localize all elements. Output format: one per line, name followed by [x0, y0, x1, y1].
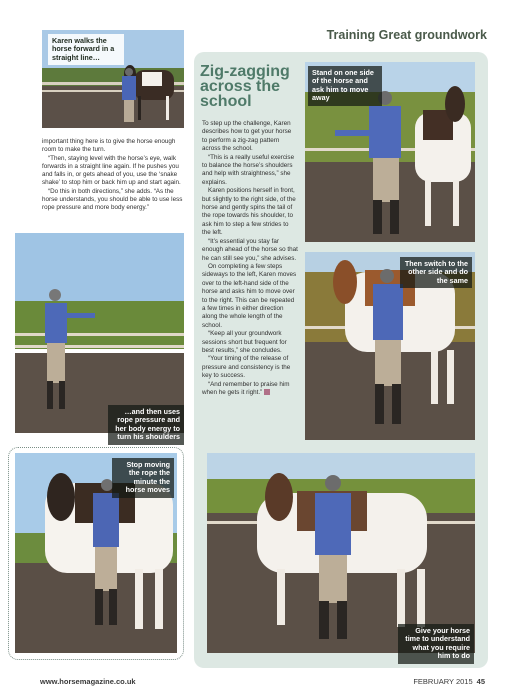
article-paragraph: Karen positions herself in front, but slightly to the right side, of the horse and gently spins the tail of the rope towards his shoulder, to ask him to step a few strides to the left. [202, 187, 296, 237]
article-text [202, 120, 298, 397]
article-paragraph-text: “And remember to praise him when he gets it right.” [202, 380, 290, 396]
article-paragraph: “It’s essential you stay far enough ahead of the horse so that he can still see you,” she advises. [202, 237, 298, 262]
photo-turning-shoulders [15, 233, 184, 433]
article-paragraph: “Your timing of the release of pressure and consistency is the key to success. [202, 355, 291, 380]
left-column-text [42, 138, 184, 213]
left-paragraph: important thing here is to give the horse enough room to make the turn. [42, 138, 176, 154]
footer-issue: FEBRUARY 2015 [413, 677, 473, 686]
end-mark-icon [264, 389, 270, 395]
caption-turn-shoulders: …and then uses rope pressure and her body energy to turn his shoulders [108, 405, 184, 445]
photo-give-time [207, 453, 475, 653]
footer-page-info [413, 677, 485, 686]
caption-stop-rope: Stop moving the rope the minute the horse moves [112, 458, 174, 498]
caption-move-away: Stand on one side of the horse and ask him to move away [308, 66, 382, 106]
article-paragraph [202, 381, 298, 398]
left-paragraph: “Do this in both directions,” she adds. “As the horse understands, you should be able to use less rope pressure and more body energy.” [42, 187, 183, 212]
article-paragraph: “Keep all your groundwork sessions short but frequent for best results,” she concludes. [202, 330, 287, 354]
article-paragraph: “This is a really useful exercise to balance the horse’s shoulders and help with straightness,” she explains. [202, 153, 295, 186]
caption-walk-straight: Karen walks the horse forward in a straight line… [48, 34, 124, 65]
article-headline: Zig-zagging across the school [200, 63, 290, 110]
section-title: Training Great groundwork [326, 28, 487, 42]
article-paragraph: On completing a few steps sideways to the left, Karen moves over to the left-hand side of the horse and asks him to move over to the right. This can be repeated a few times in either direction along the whole length of the school. [202, 262, 297, 329]
footer-url: www.horsemagazine.co.uk [40, 677, 136, 686]
caption-switch-sides: Then switch to the other side and do the same [400, 257, 472, 288]
page-number: 45 [476, 677, 485, 686]
caption-give-time: Give your horse time to understand what you require him to do [398, 624, 474, 664]
article-paragraph: To step up the challenge, Karen describes how to get your horse to perform a zig-zag pattern across the school. [202, 120, 292, 153]
left-paragraph: “Then, staying level with the horse’s eye, walk forwards in a straight line again. If he pushes you and falls in, or gets ahead of you, use the ‘snake shake’ to stop him or back him up and start again. [42, 154, 181, 187]
